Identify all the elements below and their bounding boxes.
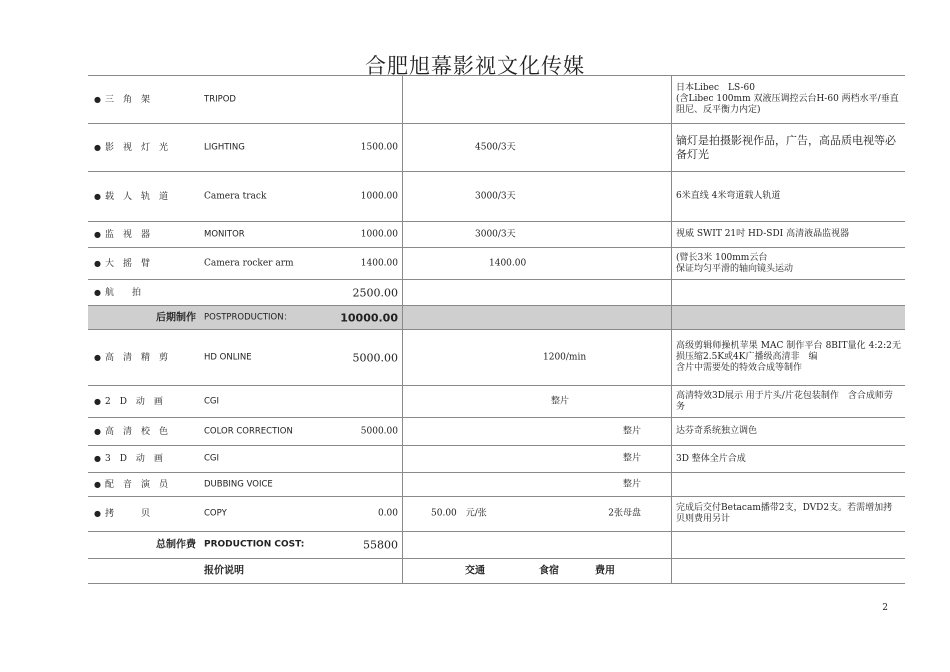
footer-traffic: 交通 — [465, 565, 485, 577]
item-price: 1400.00 — [360, 258, 398, 268]
item-name: ● 2 D 动 画 — [88, 386, 200, 418]
table-row — [88, 418, 905, 446]
item-note: 视威 SWIT 21吋 HD-SDI 高清液晶监视器 — [676, 229, 850, 239]
item-name: ● 影 视 灯 光 — [88, 124, 200, 172]
item-eng: MONITOR — [204, 229, 245, 239]
table-row — [88, 386, 905, 418]
item-note: 高清特效3D展示 用于片头/片花包装制作 含合成师劳务 — [676, 390, 893, 412]
table-row — [88, 497, 905, 532]
footer-fee: 费用 — [595, 565, 615, 577]
table-row — [88, 124, 905, 172]
table-row — [88, 172, 905, 222]
note-line-1: 高级剪辑师操机苹果 MAC 制作平台 8BIT量化 4:2:2无损压缩2.5K或4K广播级高清非 编 — [676, 341, 901, 362]
total-row — [88, 532, 905, 559]
footer-label: 报价说明 — [204, 565, 244, 577]
item-eng: CGI — [204, 396, 220, 406]
item-note — [676, 83, 901, 116]
post-header-eng: POSTPRODUCTION： — [204, 312, 293, 322]
table-row — [88, 473, 905, 497]
item-price: 1500.00 — [360, 142, 398, 152]
item-rate: 整片 — [622, 453, 641, 464]
item-name: ● 三 角 架 — [88, 76, 200, 124]
item-eng: CGI — [204, 453, 220, 464]
item-price: 5000.00 — [360, 426, 398, 436]
note-line-2: (含Libec 100mm 双液压调控云台H-60 两档水平/垂直阻尼、反平衡力内定) — [676, 94, 899, 115]
item-name: ● 配 音 演 员 — [88, 473, 200, 497]
item-rate-2: 2张母盘 — [608, 508, 641, 519]
item-eng: LIGHTING — [204, 142, 245, 152]
table-row — [88, 76, 905, 124]
post-header-row — [88, 306, 905, 330]
table-row — [88, 248, 905, 280]
item-note: 6米直线 4米弯道载人轨道 — [676, 191, 781, 201]
item-rate: 整片 — [622, 426, 641, 436]
footer-food: 食宿 — [539, 565, 559, 577]
table-row — [88, 222, 905, 248]
item-eng: COLOR CORRECTION — [204, 426, 293, 436]
item-name: ● 高 清 精 剪 — [88, 330, 200, 386]
item-name: ● 监 视 器 — [88, 222, 200, 248]
item-note: 3D 整体全片合成 — [676, 453, 746, 464]
item-rate: 50.00 元/张 — [431, 508, 487, 519]
item-name: ● 大 摇 臂 — [88, 248, 200, 280]
item-name: ● 航 拍 — [88, 280, 200, 306]
quote-table — [88, 75, 905, 584]
total-label: 总制作费 — [156, 539, 196, 551]
item-price: 5000.00 — [352, 351, 398, 364]
note-line-2: 含片中需要处的特效合成等制作 — [676, 363, 803, 373]
item-price: 0.00 — [377, 508, 398, 519]
item-rate: 4500/3天 — [475, 142, 516, 152]
item-note: 完成后交付Betacam播带2支，DVD2支。若需增加拷贝则费用另计 — [676, 503, 893, 524]
item-name: ● 拷 贝 — [88, 497, 200, 532]
item-rate: 1400.00 — [489, 258, 527, 268]
item-name: ● 高 清 校 色 — [88, 418, 200, 446]
total-price: 55800 — [363, 538, 398, 552]
item-rate: 3000/3天 — [475, 229, 516, 239]
item-rate: 1200/min — [543, 352, 587, 362]
note-line-1: (臂长3米 100mm云台 — [676, 252, 768, 263]
item-rate: 3000/3天 — [475, 191, 516, 201]
item-rate: 整片 — [551, 396, 570, 406]
item-price: 1000.00 — [360, 191, 398, 201]
item-note — [676, 341, 901, 374]
item-eng: DUBBING VOICE — [204, 479, 273, 489]
post-header-price: 10000.00 — [340, 311, 398, 324]
item-rate: 整片 — [622, 479, 641, 489]
total-eng: PRODUCTION COST: — [204, 539, 305, 550]
footer-row — [88, 559, 905, 584]
item-name: ● 3 D 动 画 — [88, 446, 200, 473]
item-note: 达芬奇系统独立调色 — [676, 426, 758, 436]
item-eng: HD ONLINE — [204, 352, 252, 362]
page-number: 2 — [882, 603, 888, 613]
item-eng: Camera rocker arm — [204, 258, 294, 268]
item-eng: TRIPOD — [204, 94, 236, 104]
note-line-1: 日本Libec LS-60 — [676, 83, 755, 93]
item-price: 1000.00 — [360, 229, 398, 239]
note-line-2: 保证均匀平滑的轴向镜头运动 — [676, 263, 794, 274]
table-row — [88, 280, 905, 306]
item-price: 2500.00 — [352, 286, 398, 299]
item-eng: Camera track — [204, 191, 267, 201]
item-note — [676, 253, 901, 275]
table-row — [88, 330, 905, 386]
post-header-label: 后期制作 — [156, 312, 196, 323]
table-row — [88, 446, 905, 473]
page-title: 合肥旭幕影视文化传媒 — [365, 54, 585, 78]
item-eng: COPY — [204, 508, 227, 519]
item-note: 镝灯是拍摄影视作品，广告，高品质电视等必备灯光 — [676, 133, 896, 161]
item-name: ● 载 人 轨 道 — [88, 172, 200, 222]
